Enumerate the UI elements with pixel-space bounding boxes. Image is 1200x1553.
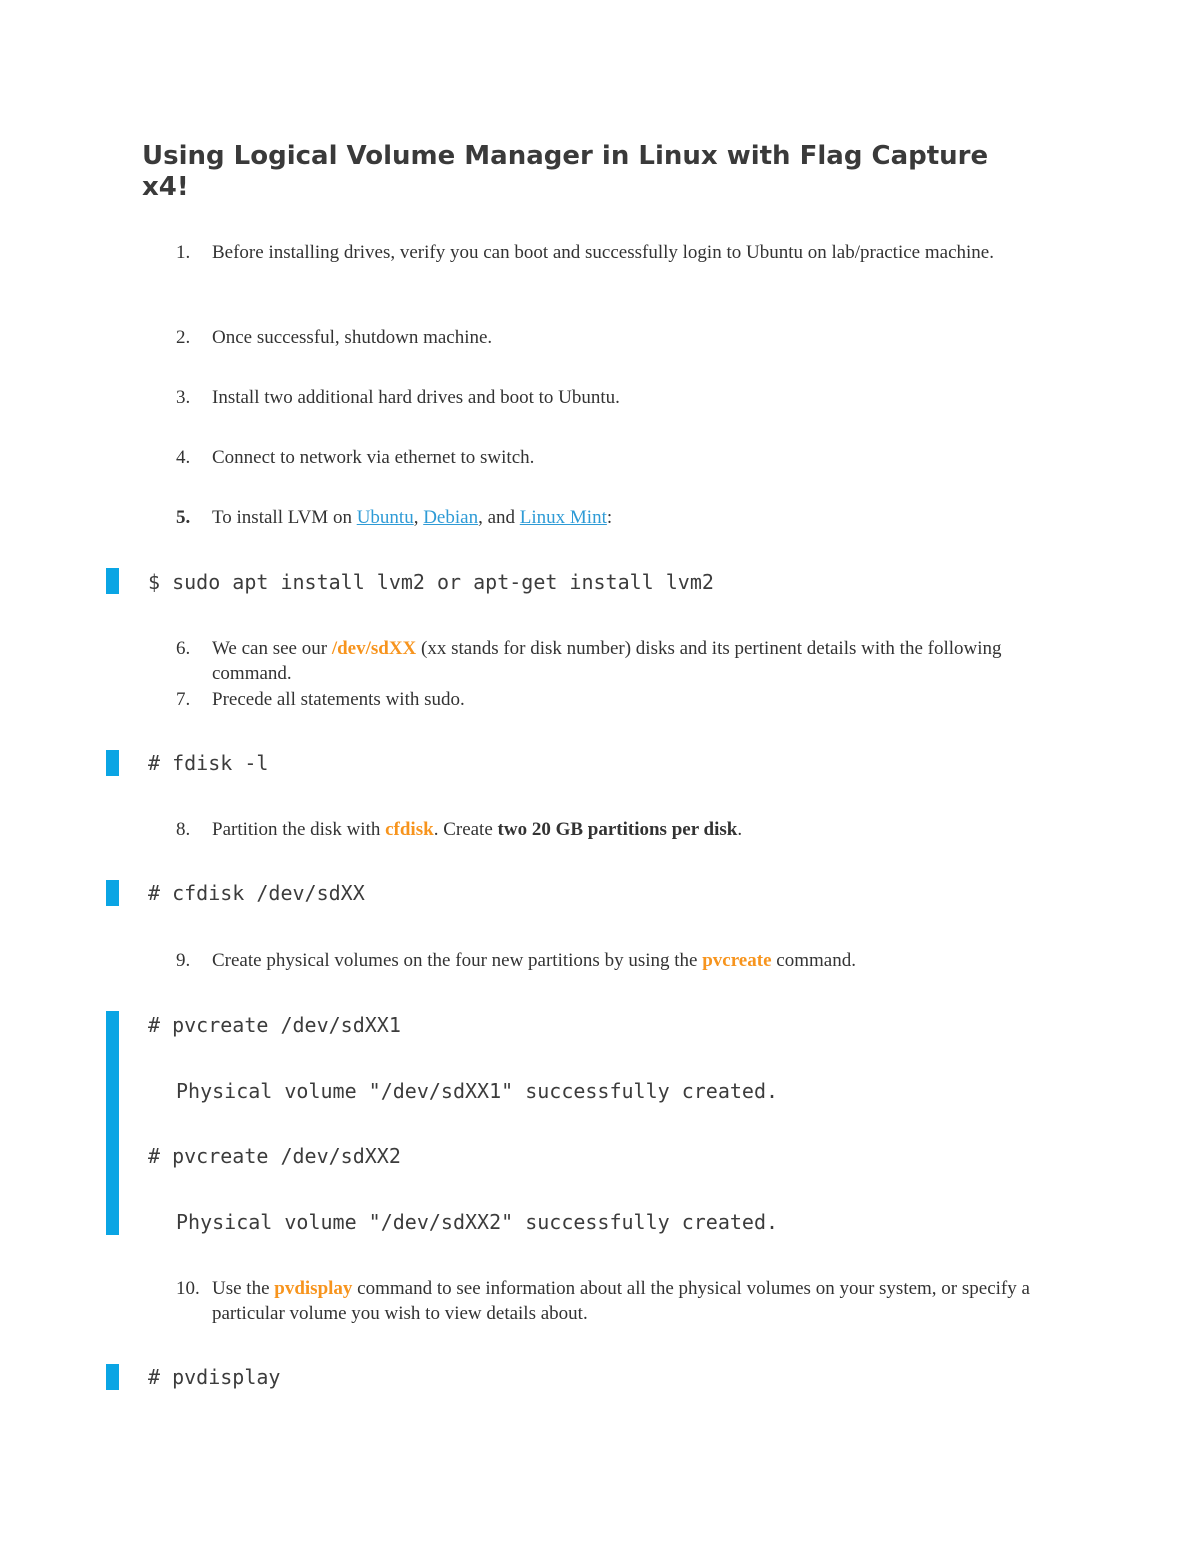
- code-accent-bar: [106, 880, 119, 906]
- list-text: [212, 636, 1066, 686]
- bold-text: two 20 GB partitions per disk: [497, 819, 738, 840]
- list-item: [176, 445, 1066, 470]
- list-item: [176, 1276, 1066, 1326]
- code-output-line: Physical volume "/dev/sdXX1" successfully created.: [176, 1079, 779, 1103]
- text-run: :: [606, 507, 613, 528]
- code-line: # pvcreate /dev/sdXX2: [148, 1144, 401, 1168]
- code-accent-bar: [106, 750, 119, 776]
- code-line: # pvcreate /dev/sdXX1: [148, 1013, 401, 1037]
- list-number: 10.: [176, 1278, 200, 1299]
- text-run: (xx stands for disk number) disks and its pertinent details with the following command.: [212, 638, 1002, 684]
- list-text: [212, 948, 1066, 973]
- code-output-line: Physical volume "/dev/sdXX2" successfully created.: [176, 1210, 779, 1234]
- list-number: 7.: [176, 689, 191, 710]
- list-text: Once successful, shutdown machine.: [212, 327, 493, 348]
- link-debian[interactable]: Debian: [423, 507, 479, 528]
- text-run: Create physical volumes on the four new partitions by using the: [212, 950, 703, 971]
- text-run: command.: [771, 950, 856, 971]
- code-line: # fdisk -l: [148, 751, 269, 775]
- list-item: [176, 240, 1066, 265]
- highlight-term: pvdisplay: [274, 1278, 353, 1299]
- text-run: To install LVM on: [212, 507, 357, 528]
- text-run: We can see our: [212, 638, 332, 659]
- list-text: Install two additional hard drives and boot to Ubuntu.: [212, 387, 620, 408]
- list-number: 8.: [176, 819, 191, 840]
- list-number: 3.: [176, 387, 191, 408]
- list-number: 6.: [176, 638, 191, 659]
- list-text: Before installing drives, verify you can boot and successfully login to Ubuntu on lab/practice machine.: [212, 242, 994, 263]
- text-run: Partition the disk with: [212, 819, 386, 840]
- document-title: Using Logical Volume Manager in Linux with Flag Capture x4!: [142, 141, 989, 202]
- link-ubuntu[interactable]: Ubuntu: [356, 507, 414, 528]
- list-item: [176, 325, 1066, 350]
- code-accent-bar: [106, 1364, 119, 1390]
- list-item: [176, 505, 1066, 530]
- list-text: [212, 505, 1066, 530]
- text-run: , and: [478, 507, 520, 528]
- code-line: # cfdisk /dev/sdXX: [148, 881, 365, 905]
- list-number: 4.: [176, 447, 191, 468]
- list-number: 5.: [176, 507, 191, 528]
- text-run: ,: [413, 507, 424, 528]
- link-linux-mint[interactable]: Linux Mint: [519, 507, 607, 528]
- code-line: $ sudo apt install lvm2 or apt-get install lvm2: [148, 570, 714, 594]
- text-run: command to see information about all the physical volumes on your system, or specify a particular volume you wish to view details about.: [212, 1278, 1030, 1324]
- list-item: [176, 385, 1066, 410]
- list-number: 2.: [176, 327, 191, 348]
- code-accent-bar: [106, 1011, 119, 1235]
- code-line: # pvdisplay: [148, 1365, 281, 1389]
- list-text: Connect to network via ethernet to switch.: [212, 447, 535, 468]
- highlight-term: /dev/sdXX: [331, 638, 417, 659]
- list-text: [212, 1276, 1066, 1326]
- highlight-term: cfdisk: [385, 819, 434, 840]
- text-run: .: [737, 819, 743, 840]
- list-item: [176, 687, 1066, 712]
- list-item: [176, 948, 1066, 973]
- list-item: [176, 817, 1066, 842]
- code-accent-bar: [106, 568, 119, 594]
- list-number: 1.: [176, 242, 191, 263]
- text-run: . Create: [433, 819, 498, 840]
- list-text: [212, 817, 1066, 842]
- list-number: 9.: [176, 950, 191, 971]
- highlight-term: pvcreate: [702, 950, 772, 971]
- list-text: Precede all statements with sudo.: [212, 689, 465, 710]
- text-run: Use the: [212, 1278, 275, 1299]
- list-item: [176, 636, 1066, 686]
